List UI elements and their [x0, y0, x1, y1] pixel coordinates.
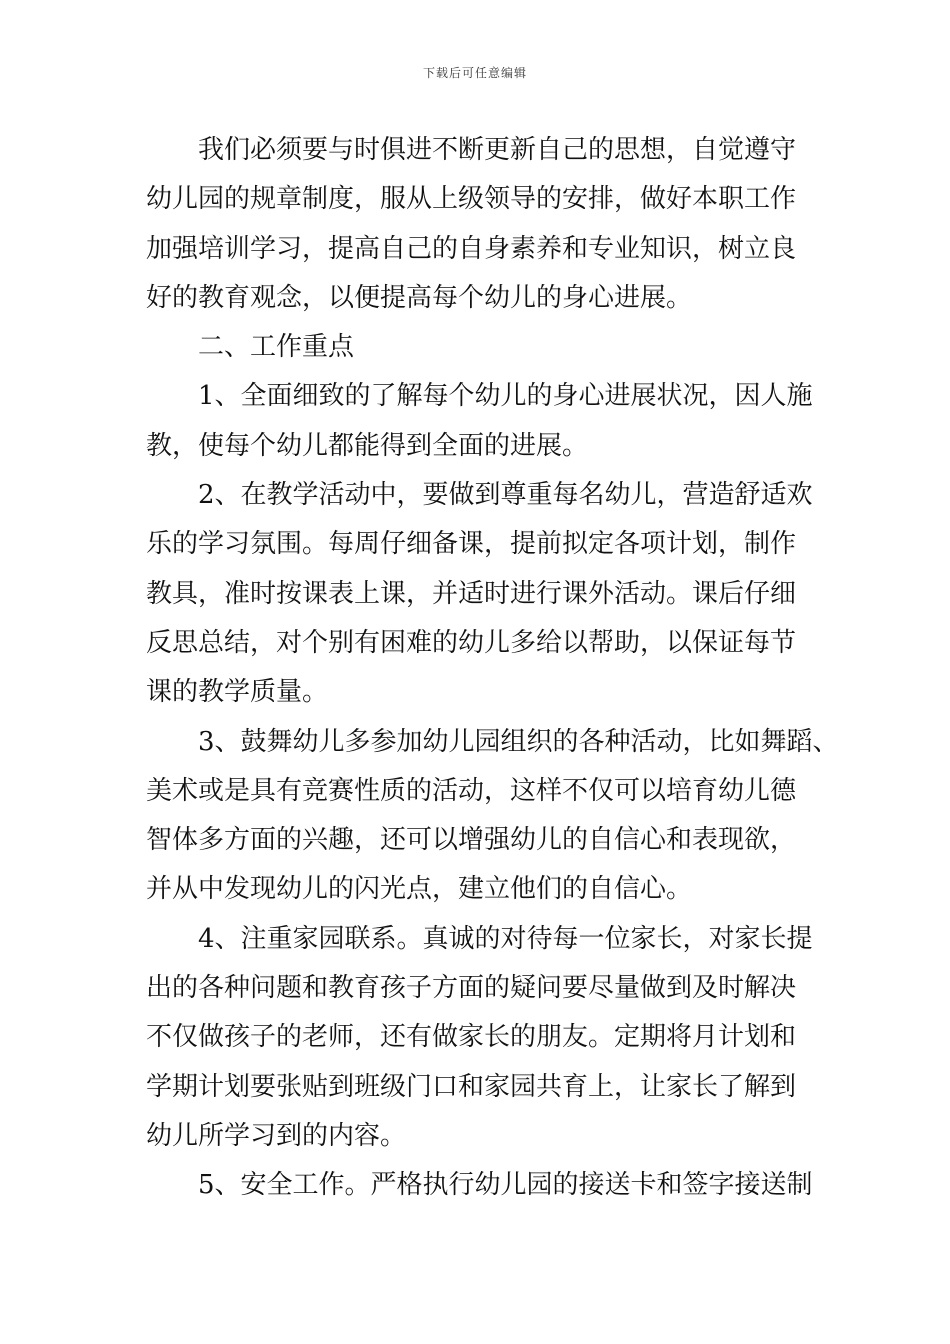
text-line: 加强培训学习，提高自己的自身素养和专业知识，树立良	[146, 233, 797, 264]
page-header: 下载后可任意编辑	[422, 66, 527, 80]
text-line: 出的各种问题和教育孩子方面的疑问要尽量做到及时解决	[146, 973, 797, 1004]
text-line: 反思总结，对个别有困难的幼儿多给以帮助，以保证每节	[146, 627, 797, 658]
text-line: 智体多方面的兴趣，还可以增强幼儿的自信心和表现欲，	[146, 825, 797, 856]
text-line: 3、鼓舞幼儿多参加幼儿园组织的各种活动，比如舞蹈、	[198, 726, 839, 757]
text-line: 教，使每个幼儿都能得到全面的进展。	[146, 430, 589, 461]
text-line: 4、注重家园联系。真诚的对待每一位家长，对家长提	[198, 923, 813, 954]
text-line: 课的教学质量。	[146, 677, 329, 708]
text-line: 二、工作重点	[198, 332, 355, 363]
text-line: 美术或是具有竞赛性质的活动，这样不仅可以培育幼儿德	[146, 775, 797, 806]
text-line: 并从中发现幼儿的闪光点，建立他们的自信心。	[146, 874, 693, 905]
text-line: 5、安全工作。严格执行幼儿园的接送卡和签字接送制	[198, 1170, 813, 1201]
text-line: 好的教育观念，以便提高每个幼儿的身心进展。	[146, 282, 693, 313]
text-line: 不仅做孩子的老师，还有做家长的朋友。定期将月计划和	[146, 1022, 797, 1053]
text-line: 幼儿园的规章制度，服从上级领导的安排，做好本职工作	[146, 184, 797, 215]
text-line: 我们必须要与时俱进不断更新自己的思想，自觉遵守	[198, 135, 797, 165]
text-line: 学期计划要张贴到班级门口和家园共育上，让家长了解到	[146, 1071, 797, 1102]
text-line: 幼儿所学习到的内容。	[146, 1120, 407, 1151]
document-body	[146, 126, 839, 1211]
text-line: 2、在教学活动中，要做到尊重每名幼儿，营造舒适欢	[198, 480, 813, 511]
text-line: 1、全面细致的了解每个幼儿的身心进展状况，因人施	[198, 381, 813, 412]
text-line: 教具，准时按课表上课，并适时进行课外活动。课后仔细	[146, 578, 797, 609]
text-line: 乐的学习氛围。每周仔细备课，提前拟定各项计划，制作	[146, 529, 797, 560]
